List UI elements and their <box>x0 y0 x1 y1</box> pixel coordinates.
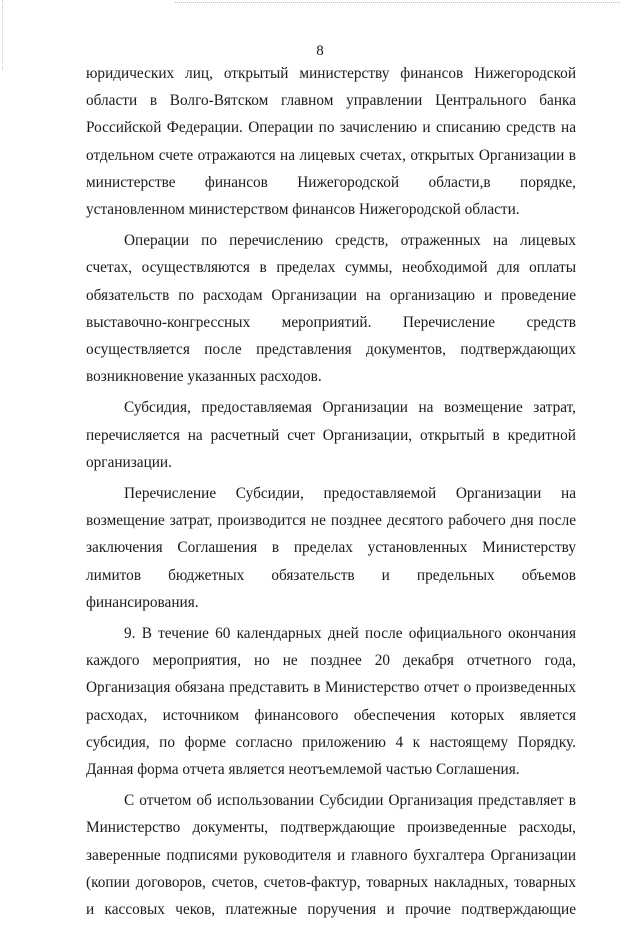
document-body <box>86 60 576 927</box>
page-number: 8 <box>316 43 324 59</box>
paragraph-report-documents: С отчетом об использовании Субсидии Организация представляет в Министерство документы, подтверждающие произведенные расходы, заверенные подписями руководителя и главного бухгалтера Организации (копии договоров, счетов, счетов-фактур, товарных накладных, товарных и кассовых чеков, платежные поручения и прочие подтверждающие <box>86 792 576 919</box>
paragraph-subsidy-account: Субсидия, предоставляемая Организации на возмещение затрат, перечисляется на расчетный счет Организации, открытый в кредитной организации. <box>86 399 576 471</box>
paragraph-clause-9-report: 9. В течение 60 календарных дней после официального окончания каждого мероприятия, но не позднее 20 декабря отчетного года, Организация обязана представить в Министерство отчет о произведенных расходах, источником финансового обеспечения которых является субсидия, по форме согласно приложению 4 к настоящему Порядку. Данная форма отчета является неотъемлемой частью Соглашения. <box>86 625 576 779</box>
paragraph-continuation: юридических лиц, открытый министерству финансов Нижегородской области в Волго-Вятском главном управлении Центрального банка Российской Федерации. Операции по зачислению и списанию средств на отдельном счете отражаются на лицевых счетах, открытых Организации в министерстве финансов Нижегородской области,в порядке, установленном министерством финансов Нижегородской области. <box>86 65 576 219</box>
scan-edge-line-top <box>175 2 620 3</box>
paragraph-transfer-operations: Операции по перечислению средств, отраженных на лицевых счетах, осуществляются в пределах суммы, необходимой для оплаты обязательств по расходам Организации на организацию и проведение выставочно-конгрессных мероприятий. Перечисление средств осуществляется после представления документов, подтверждающих возникновение указанных расходов. <box>86 232 576 386</box>
paragraph-subsidy-transfer-deadline: Перечисление Субсидии, предоставляемой Организации на возмещение затрат, производится не позднее десятого рабочего дня после заключения Соглашения в пределах установленных Министерству лимитов бюджетных обязательств и предельных объемов финансирования. <box>86 485 576 611</box>
